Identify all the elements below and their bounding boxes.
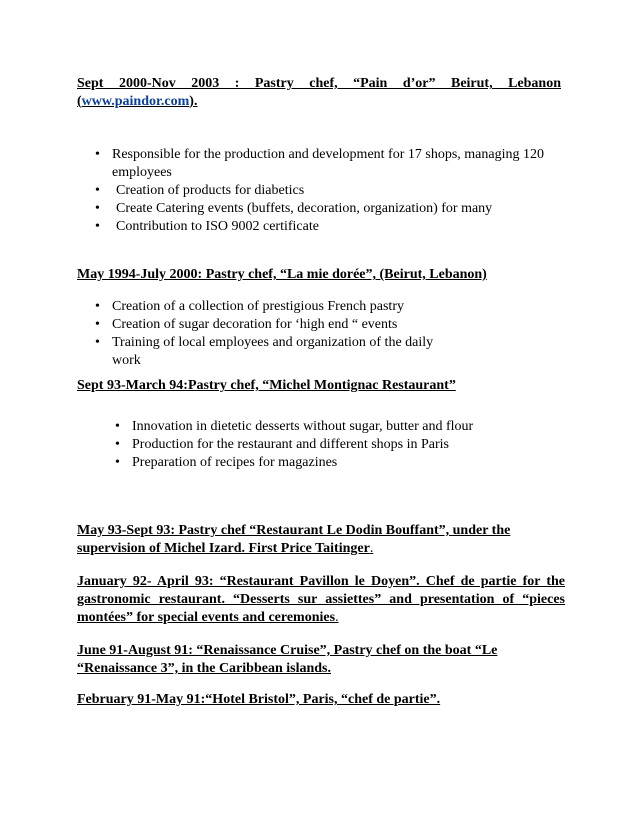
job-header-bristol: February 91-May 91:“Hotel Bristol”, Paris, “chef de partie”. <box>77 692 441 707</box>
list-item: • Responsible for the production and development for 17 shops, managing 120 employees <box>92 146 562 182</box>
paindor-website-link[interactable]: www.paindor.com <box>81 94 190 109</box>
list-item: • Create Catering events (buffets, decoration, organization) for many <box>92 200 562 218</box>
paindor-duties-list <box>92 146 562 236</box>
job-header-paindor-link-line: (www.paindor.com). <box>77 94 198 109</box>
job-header-paindor <box>77 75 561 93</box>
list-item: • Preparation of recipes for magazines <box>112 454 552 472</box>
job-header-renaissance: June 91-August 91: “Renaissance Cruise”, Pastry chef on the boat “Le “Renaissance 3”, in the Caribbean islands. <box>77 643 498 676</box>
list-item: • Training of local employees and organization of the daily work <box>92 334 462 370</box>
list-item: • Contribution to ISO 9002 certificate <box>92 218 562 236</box>
award-text: First Price Taitinger <box>248 541 370 556</box>
job-header-text: Sept 2000-Nov 2003 : Pastry chef, “Pain d’or” Beirut, Lebanon <box>77 76 561 91</box>
list-item: • Innovation in dietetic desserts without sugar, butter and flour <box>112 418 552 436</box>
job-header-miedoree: May 1994-July 2000: Pastry chef, “La mie dorée”, (Beirut, Lebanon) <box>77 267 487 282</box>
list-item: • Creation of products for diabetics <box>92 182 562 200</box>
job-header-montignac: Sept 93-March 94:Pastry chef, “Michel Montignac Restaurant” <box>77 378 456 393</box>
job-header-pavillon: January 92- April 93: “Restaurant Pavillon le Doyen”. Chef de partie for the gastronomic restaurant. “Desserts sur assiettes” and presentation of “pieces montées” for special events and ceremonies. <box>77 574 565 625</box>
montignac-duties-list <box>112 418 552 472</box>
miedoree-duties-list <box>92 298 462 370</box>
list-item: • Creation of a collection of prestigious French pastry <box>92 298 462 316</box>
list-item: • Production for the restaurant and different shops in Paris <box>112 436 552 454</box>
job-header-dodin: May 93-Sept 93: Pastry chef “Restaurant Le Dodin Bouffant”, under the supervision of Michel Izard. First Price Taitinger. <box>77 523 511 556</box>
list-item: • Creation of sugar decoration for ‘high end “ events <box>92 316 462 334</box>
